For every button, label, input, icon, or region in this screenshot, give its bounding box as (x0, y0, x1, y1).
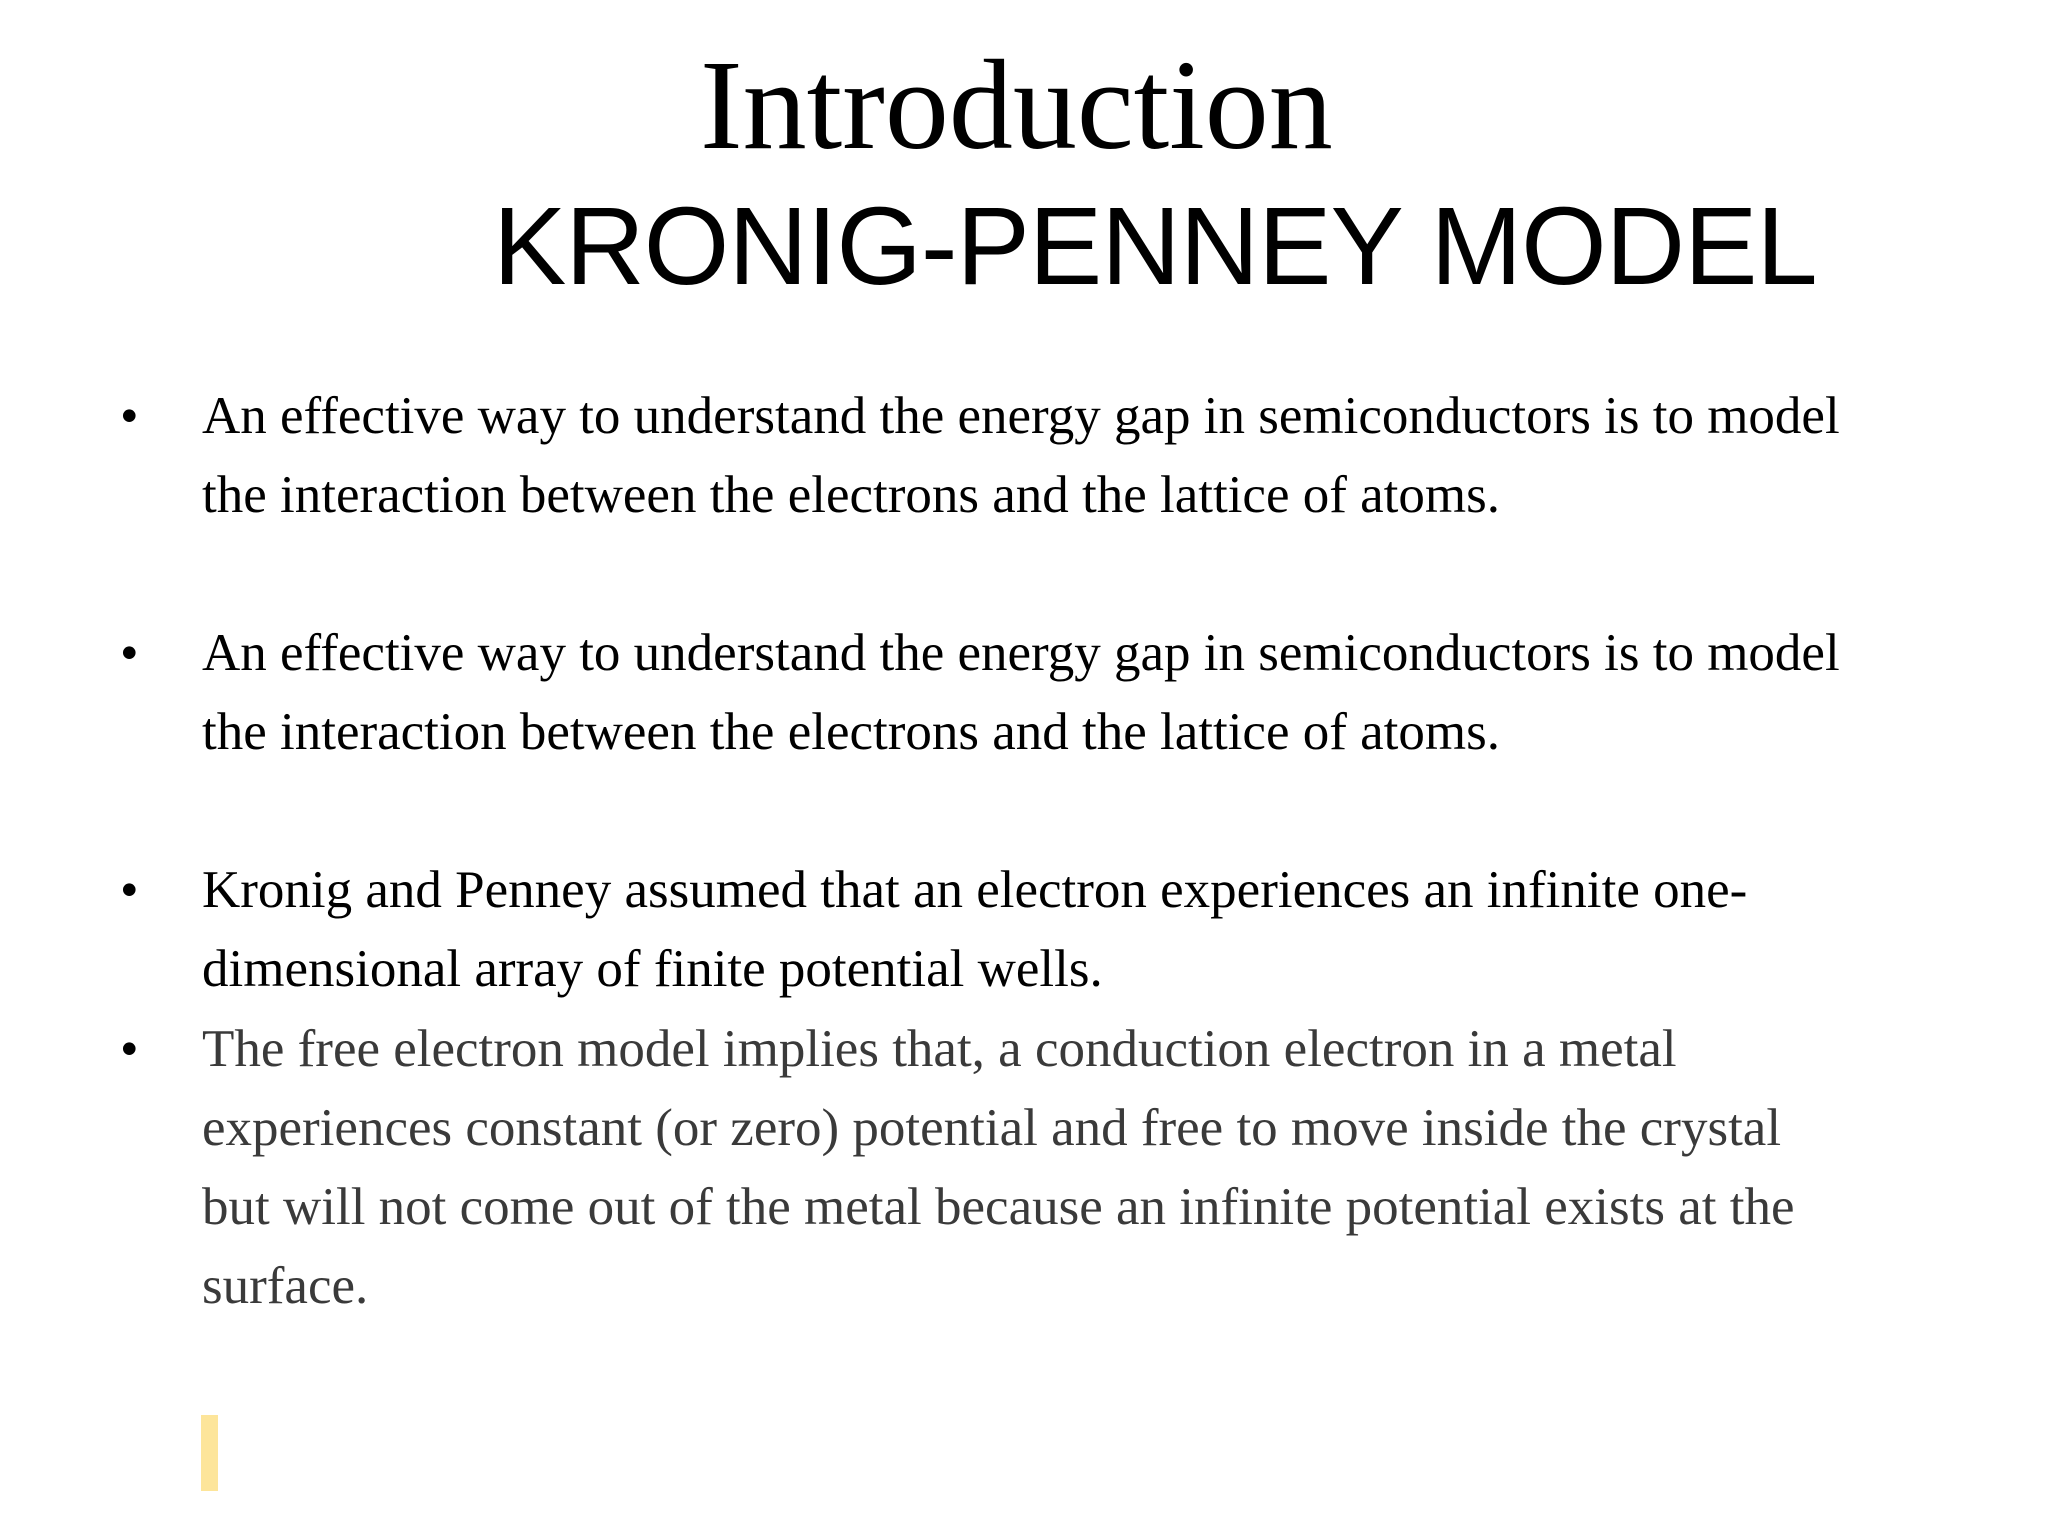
bullet-line: surface. (202, 1257, 369, 1315)
bullet-line: experiences constant (or zero) potential and free to move inside the crystal (202, 1099, 1782, 1157)
bullet-line: Kronig and Penney assumed that an electron experiences an infinite one- (202, 861, 1748, 919)
bullet-text (202, 614, 2048, 772)
bullet-line: the interaction between the electrons and the lattice of atoms. (202, 466, 1500, 524)
bullet-line: but will not come out of the metal because an infinite potential exists at the (202, 1178, 1795, 1236)
bullet-text (202, 851, 2048, 1009)
slide-title: Introduction (700, 34, 1333, 176)
bullet-icon: • (120, 1020, 139, 1078)
bullet-line: The free electron model implies that, a conduction electron in a metal (202, 1020, 1677, 1078)
bullet-icon: • (120, 624, 139, 682)
bullet-line: An effective way to understand the energy gap in semiconductors is to model (202, 387, 1840, 445)
bullet-icon: • (120, 387, 139, 445)
slide-subtitle: KRONIG-PENNEY MODEL (493, 185, 1817, 308)
bullet-line: dimensional array of finite potential wells. (202, 940, 1103, 998)
bullet-text (202, 377, 2048, 535)
bullet-line: An effective way to understand the energy gap in semiconductors is to model (202, 624, 1840, 682)
bullet-icon: • (120, 861, 139, 919)
bullet-line: the interaction between the electrons and the lattice of atoms. (202, 703, 1500, 761)
bullet-text (202, 1010, 2048, 1326)
accent-bar (201, 1415, 218, 1491)
